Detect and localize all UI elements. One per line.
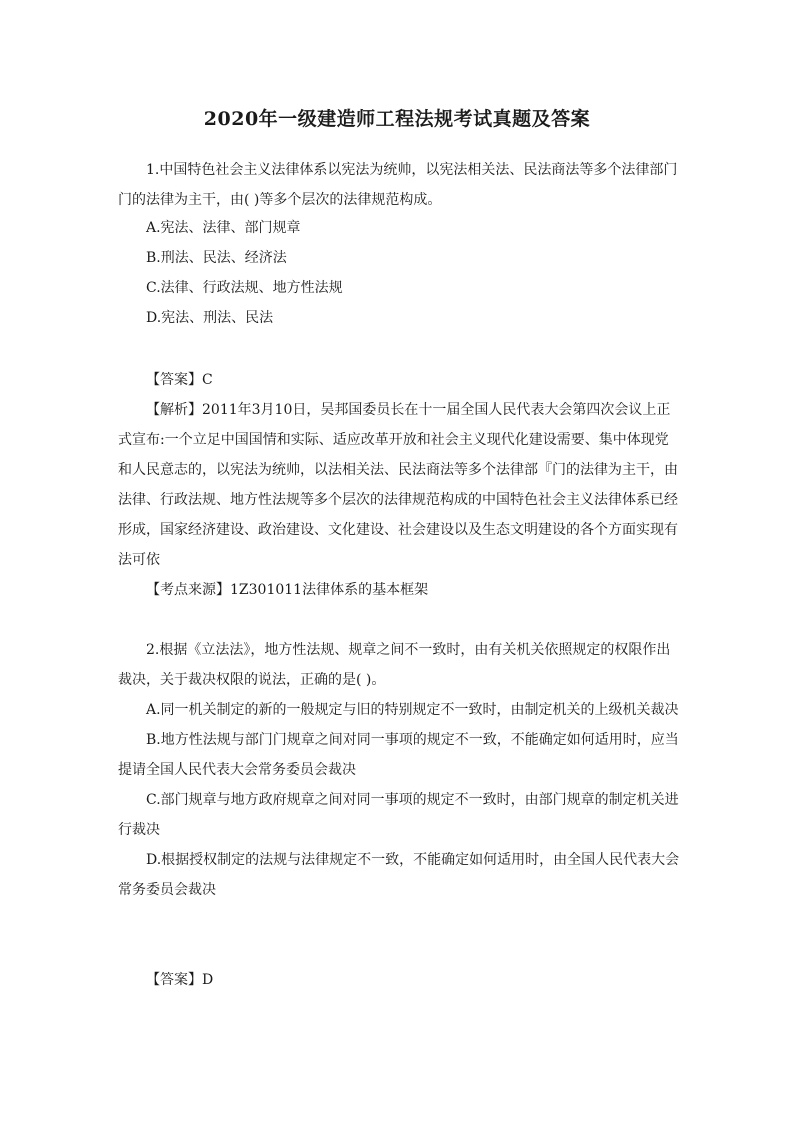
option-d: D.宪法、刑法、民法 (146, 310, 274, 326)
answer: 【答案】D (146, 972, 214, 988)
question-1-answer-block (118, 365, 680, 605)
question-1-stem: 1.中国特色社会主义法律体系以宪法为统帅，以宪法相关法、民法商法等多个法律部门门的法律为主干，由( )等多个层次的法律规范构成。 (118, 162, 678, 208)
question-1 (118, 155, 680, 215)
analysis: 【解析】2011年3月10日，吴邦国委员长在十一届全国人民代表大会第四次会议上正式宣布:一个立足中国国情和实际、适应改革开放和社会主义现代化建设需要、集中体现党和人民意志的，以宪法为统帅，以法相关法、民法商法等多个法律部『门的法律为主干，由法律、行政法规、地方性法规等多个层次的法律规范构成的中国特色社会主义法律体系已经形成，国家经济建设、政治建设、文化建设、社会建设以及生态文明建设的各个方面实现有法可依 (118, 402, 678, 568)
source: 【考点来源】1Z301011法律体系的基本框架 (146, 582, 429, 598)
answer: 【答案】C (146, 372, 213, 388)
question-2 (118, 635, 680, 905)
option-a: A.宪法、法律、部门规章 (146, 220, 301, 236)
option-c: C.法律、行政法规、地方性法规 (146, 280, 343, 296)
document-title: 2020年一级建造师工程法规考试真题及答案 (203, 108, 591, 130)
option-b: B.地方性法规与部门门规章之间对同一事项的规定不一致，不能确定如何适用时，应当提请全国人民代表大会常务委员会裁决 (118, 732, 679, 778)
option-d: D.根据授权制定的法规与法律规定不一致，不能确定如何适用时，由全国人民代表大会常务委员会裁决 (118, 852, 680, 898)
question-2-answer-block (118, 965, 680, 995)
option-a: A.同一机关制定的新的一般规定与旧的特别规定不一致时，由制定机关的上级机关裁决 (146, 702, 679, 718)
question-2-stem: 2.根据《立法法》，地方性法规、规章之间不一致时，由有关机关依照规定的权限作出裁决，关于裁决权限的说法，正确的是( )。 (118, 642, 671, 688)
option-c: C.部门规章与地方政府规章之间对同一事项的规定不一致时，由部门规章的制定机关进行裁决 (118, 792, 679, 838)
option-b: B.刑法、民法、经济法 (146, 250, 287, 266)
question-1-options (118, 213, 680, 333)
